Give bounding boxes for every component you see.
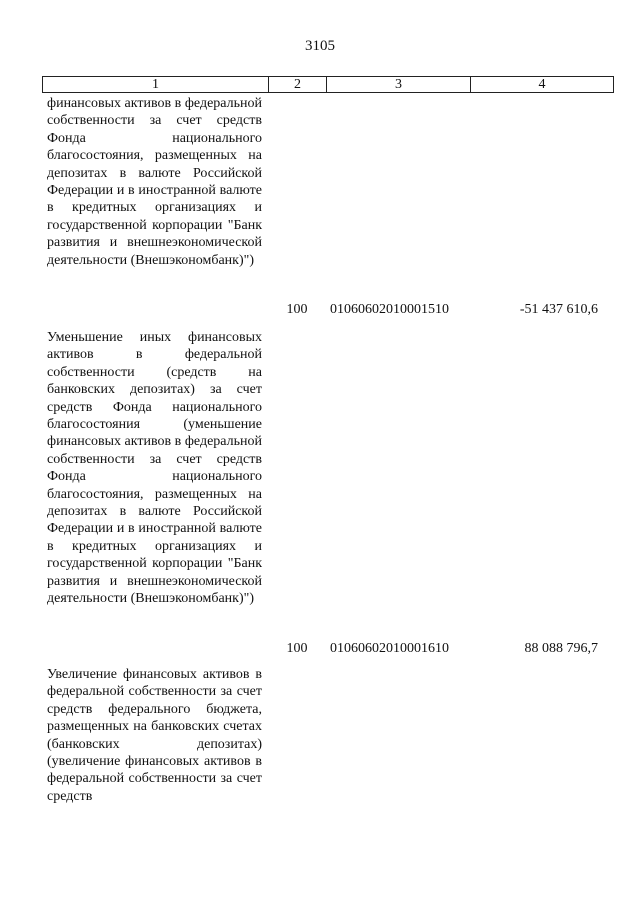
row-kbk: 01060602010001610 — [330, 641, 449, 656]
row-kbk: 01060602010001510 — [330, 302, 449, 317]
row-description: Уменьшение иных финансовых активов в федеральной собственности (средств на банковских депозитах) за счет средств Фонда национального благосостояния (уменьшение финансовых активов в федеральной собственности за счет средств Фонда национального благосостояния, размещенных на депозитах в валюте Российской Федерации и в иностранной валюте в кредитных организациях и государственной корпорации "Банк развития и внешнеэкономической деятельности (Внешэкономбанк)") — [47, 330, 262, 607]
header-col-3: 3 — [395, 77, 402, 92]
header-col-2: 2 — [294, 77, 301, 92]
row-amount: -51 437 610,6 — [519, 302, 598, 317]
header-col-1: 1 — [152, 77, 159, 92]
row-code: 100 — [286, 641, 308, 656]
row-description: финансовых активов в федеральной собственности за счет средств Фонда национального благосостояния, размещенных на депозитах в валюте Российской Федерации и в иностранной валюте в кредитных организациях и государственной корпорации "Банк развития и внешнеэкономической деятельности (Внешэкономбанк)") — [47, 96, 262, 268]
row-amount: 88 088 796,7 — [524, 641, 598, 656]
header-col-4: 4 — [538, 77, 546, 92]
row-code: 100 — [286, 302, 308, 317]
row-description: Увеличение финансовых активов в федеральной собственности за счет средств федерального бюджета, размещенных на банковских счетах (банковских депозитах) (увеличение финансовых активов в федеральной собственности за счет средств — [47, 667, 262, 804]
table-header — [42, 76, 614, 93]
page-number: 3105 — [305, 38, 335, 54]
